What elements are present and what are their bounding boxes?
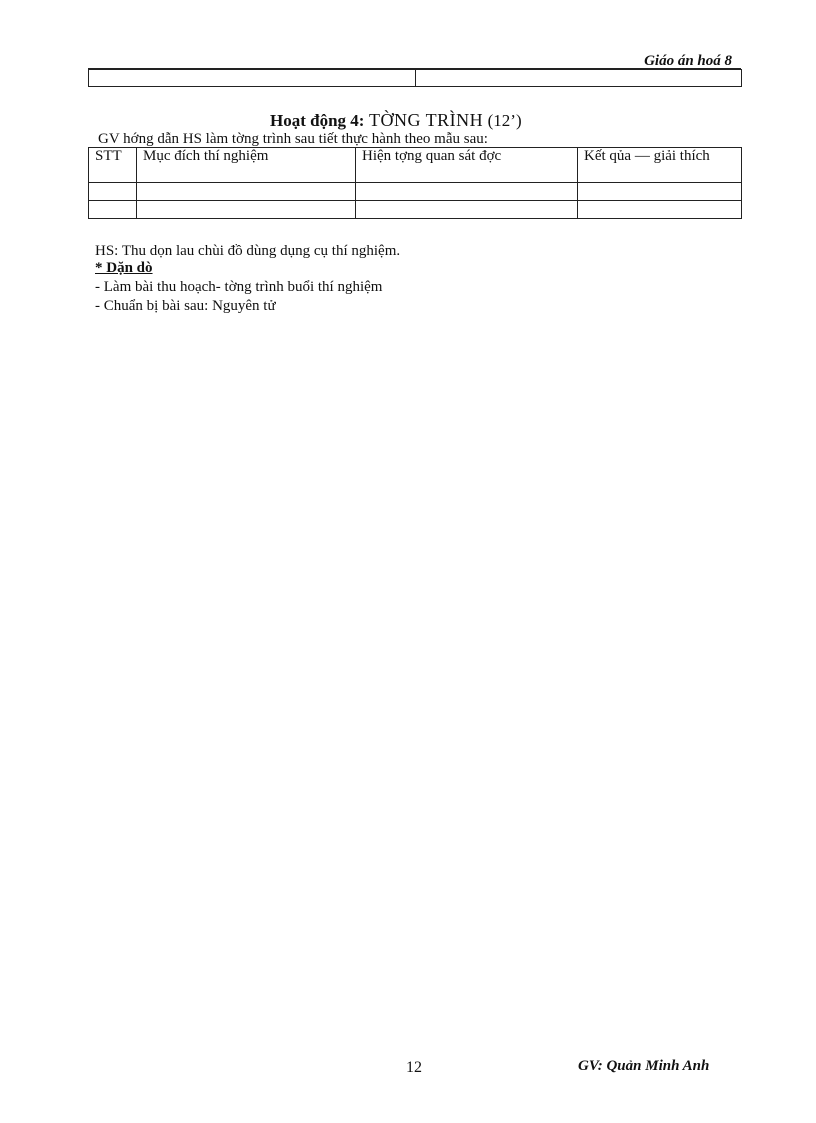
table-cell — [89, 201, 137, 219]
table-cell — [356, 183, 578, 201]
table-row — [89, 183, 742, 201]
section-time: (12’) — [487, 111, 522, 130]
table-cell — [578, 201, 742, 219]
column-header-purpose: Mục đích thí nghiệm — [137, 148, 356, 183]
table-cell — [89, 183, 137, 201]
report-table — [88, 147, 742, 219]
homework-heading: * Dặn dò — [95, 260, 153, 276]
homework-item: - Chuẩn bị bài sau: Nguyên tử — [95, 298, 276, 314]
table-header-row — [89, 148, 742, 183]
table-cell — [137, 201, 356, 219]
footer-teacher: GV: Quản Minh Anh — [578, 1058, 710, 1074]
top-table — [88, 69, 742, 87]
section-label: Hoạt động 4: — [270, 111, 365, 130]
table-cell — [89, 70, 416, 87]
table-cell — [137, 183, 356, 201]
homework-item: - Làm bài thu hoạch- tờng trình buổi thí nghiệm — [95, 279, 383, 295]
column-header-result: Kết qủa — giải thích — [578, 148, 742, 183]
column-header-stt: STT — [89, 148, 137, 183]
table-cell — [578, 183, 742, 201]
table-cell — [356, 201, 578, 219]
page-number: 12 — [406, 1059, 422, 1076]
hs-cleanup-line: HS: Thu dọn lau chùi đồ dùng dụng cụ thí nghiệm. — [95, 243, 401, 259]
section-title — [270, 110, 522, 131]
table-cell — [416, 70, 742, 87]
section-name: TỜNG TRÌNH — [368, 110, 484, 130]
header-title: Giáo án hoá 8 — [644, 53, 732, 69]
table-row — [89, 201, 742, 219]
column-header-phenomenon: Hiện tợng quan sát đợc — [356, 148, 578, 183]
table-row — [89, 70, 742, 87]
intro-text: GV hớng dẫn HS làm tờng trình sau tiết thực hành theo mẫu sau: — [98, 131, 488, 147]
